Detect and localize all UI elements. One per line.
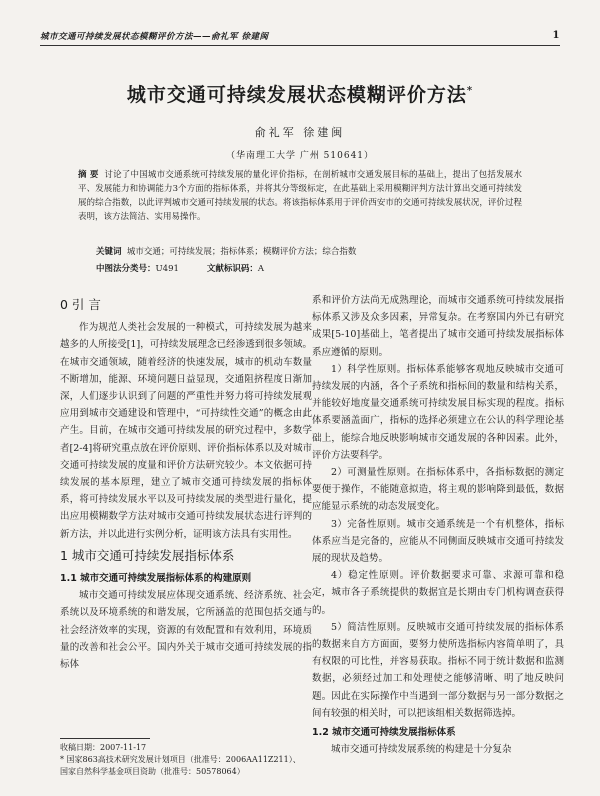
doc-code-value: A [257, 264, 265, 274]
footnote-rule [60, 738, 150, 739]
intro-heading: 0 引 言 [60, 297, 101, 312]
classification-line [96, 262, 522, 274]
abstract-text: 讨论了中国城市交通系统可持续发展的量化评价指标，在剖析城市交通发展目标的基础上，提出了包括发展水平、发展能力和协调能力3个方面的指标体系，并将其分等级标定，在此基础上采用模糊评判方法计算出交通可持续发展的综合指数，以此评判城市交通可持续发展的状态。将该指标体系用于评价西安市的交通可持续发展状况，评价过程表明，该方法简洁、实用易操作。 [78, 170, 522, 222]
affiliation: （华南理工大学 广州 510641） [225, 151, 375, 161]
abstract [78, 168, 522, 224]
header-rule [40, 45, 560, 46]
footnotes [60, 742, 312, 778]
intro-paragraph: 作为规范人类社会发展的一种模式，可持续发展为越来越多的人所接受[1]，可持续发展理念已经渗透到很多领域。在城市交通领域，随着经济的快速发展，城市的机动车数量不断增加，能源、环境问题日益显现，交通阻挤程度日渐加深，人们逐步认识到了问题的严重性并努力将可持续发展观应用到城市交通建设和管理中，“可持续性交通”的概念由此产生。目前，在城市交通可持续发展的研究过程中，多数学者[2-4]将研究重点放在评价原则、评价指标体系以及对城市交通可持续发展的度量和评价方法研究较少。本文依据可持续发展的基本原理，建立了城市交通可持续发展的指标体系，将可持续发展水平以及可持续发展的类型进行量化，提出应用模糊数学方法对城市交通可持续发展状态进行评判的新方法，并以此进行实例分析，证明该方法具有实用性。 [60, 322, 312, 540]
subsection-1-2-paragraph: 城市交通可持续发展系统的构建是十分复杂 [331, 744, 512, 756]
subsection-1-1-heading: 1.1 城市交通可持续发展指标体系的构建原则 [60, 573, 252, 585]
doc-code-label: 文献标识码： [206, 264, 258, 274]
keywords-text: 城市交通；可持续发展；指标体系；模糊评价方法；综合指数 [126, 247, 357, 257]
title-text: 城市交通可持续发展状态模糊评价方法 [126, 84, 467, 106]
principle-4: 4）稳定性原则。评价数据要求可靠、求源可靠和稳定，城市各子系统提供的数据宜是长期由专门机构调查获得的。 [312, 570, 564, 616]
principle-2: 2）可测量性原则。在指标体系中，各指标数据的测定要便于操作，不能随意拟造，将主观的影响降到最低，数据应能显示系统的动态发展变化。 [312, 467, 564, 513]
abstract-label: 摘 要 [78, 170, 99, 180]
principle-3: 3）完备性原则。城市交通系统是一个有机整体，指标体系应当是完备的，应能从不同侧面反映城市交通可持续发展的现状及趋势。 [312, 518, 564, 565]
clc-label: 中图法分类号： [96, 264, 156, 274]
footnote-received-date: 收稿日期：2007-11-17 [60, 743, 147, 752]
principle-5: 5）简洁性原则。反映城市交通可持续发展的指标体系的数据来自方方面面，要努力使所选指标内容简单明了，具有权限的可比性，并容易获取。指标不同于统计数据和监测数据，必须经过加工和处理使之能够清晰、明了地反映问题。因此在实际操作中当遇到一部分数据与另一部分数据之间有较强的相关时，可以把该组相关数据筛选掉。 [312, 621, 564, 719]
footnote-funding-2: 国家自然科学基金项目资助（批准号：50578064） [60, 767, 245, 776]
footnote-funding-1: * 国家863高技术研究发展计划项目（批准号：2006AA11Z211）、 [60, 755, 301, 764]
authors: 俞礼军 徐建闽 [254, 126, 346, 139]
continuation-paragraph: 系和评价方法尚无成熟理论，而城市交通系统可持续发展指标体系又涉及众多因素，异常复杂。在考察国内外已有研究成果[5-10]基础上，笔者提出了城市交通可持续发展指标体系应遵循的原则。 [312, 295, 564, 358]
running-header [40, 30, 560, 42]
section-1-heading: 1 城市交通可持续发展指标体系 [60, 547, 235, 563]
title-footnote-mark: * [466, 85, 474, 97]
right-column [312, 292, 564, 758]
running-title: 城市交通可持续发展状态模糊评价方法——俞礼军 徐建闽 [40, 32, 269, 42]
clc-value: U491 [155, 264, 179, 274]
keywords-label: 关键词 [96, 247, 122, 257]
left-column [60, 292, 312, 673]
principle-1: 1）科学性原则。指标体系能够客观地反映城市交通可持续发展的内涵，各个子系统和指标间的数量和结构关系，并能较好地度量交通系统可持续发展目标实现的程度。指标体系要涵盖面广，指标的选择必须建立在公认的科学理论基础上，能综合地反映影响城市交通发展的各种因素。此外，评价方法要科学。 [312, 363, 564, 461]
subsection-1-2-heading: 1.2 城市交通可持续发展指标体系 [312, 727, 456, 739]
subsection-1-1-paragraph: 城市交通可持续发展应体现交通系统、经济系统、社会系统以及环境系统的和谐发展，它所涵盖的范围包括交通与社会经济效率的实现，资源的有效配置和有效利用，环境质量的改善和社会公平。国内外关于城市交通可持续发展的指标体 [60, 590, 312, 671]
page-number: 1 [552, 30, 560, 41]
keywords [96, 245, 522, 259]
paper-title [0, 80, 600, 107]
